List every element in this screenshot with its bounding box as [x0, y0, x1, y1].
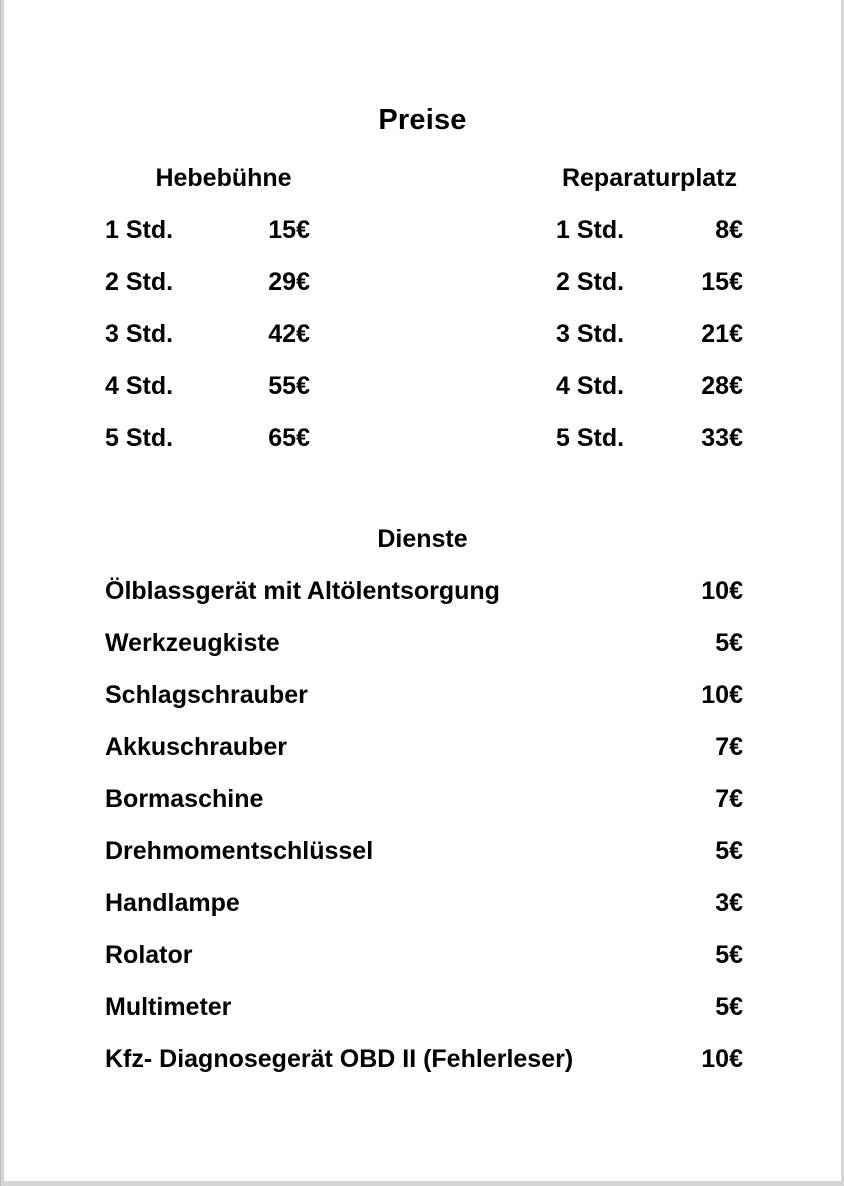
service-row: [105, 669, 743, 721]
service-label: Rolator: [105, 940, 193, 969]
service-label: Multimeter: [105, 992, 232, 1021]
service-row: [105, 929, 743, 981]
service-price: 10€: [701, 680, 743, 709]
duration-cell: 2 Std.: [105, 267, 174, 296]
price-cell: 42€: [268, 319, 310, 348]
price-cell: 55€: [268, 371, 310, 400]
service-label: Kfz- Diagnosegerät OBD II (Fehlerleser): [105, 1044, 574, 1073]
reparaturplatz-header: Reparaturplatz: [561, 163, 738, 192]
page-title: Preise: [378, 104, 467, 136]
service-row: [105, 773, 743, 825]
duration-cell: 3 Std.: [105, 319, 174, 348]
service-price: 7€: [715, 732, 743, 761]
duration-cell: 3 Std.: [556, 319, 625, 348]
service-price: 5€: [715, 836, 743, 865]
service-label: Schlagschrauber: [105, 680, 308, 709]
table-row: [556, 204, 743, 256]
document-page: [4, 0, 841, 1181]
service-label: Werkzeugkiste: [105, 628, 280, 657]
table-row: [105, 204, 310, 256]
service-row: [105, 877, 743, 929]
table-row: [556, 360, 743, 412]
price-cell: 15€: [268, 215, 310, 244]
price-cell: 8€: [715, 215, 743, 244]
table-row: [105, 256, 310, 308]
reparaturplatz-table: [556, 152, 743, 464]
service-label: Handlampe: [105, 888, 240, 917]
table-row: [105, 412, 310, 464]
duration-cell: 1 Std.: [105, 215, 174, 244]
price-cell: 28€: [701, 371, 743, 400]
duration-cell: 5 Std.: [556, 423, 625, 452]
service-row: [105, 825, 743, 877]
page-edge-shadow: [0, 0, 1, 1186]
service-row: [105, 565, 743, 617]
service-price: 5€: [715, 628, 743, 657]
service-price: 10€: [701, 576, 743, 605]
service-label: Akkuschrauber: [105, 732, 288, 761]
services-header: Dienste: [377, 524, 468, 553]
services-section: [4, 565, 841, 1085]
service-row: [105, 617, 743, 669]
table-row: [105, 360, 310, 412]
table-row: [556, 412, 743, 464]
price-cell: 21€: [701, 319, 743, 348]
price-cell: 29€: [268, 267, 310, 296]
table-row: [556, 256, 743, 308]
service-price: 5€: [715, 992, 743, 1021]
service-label: Bormaschine: [105, 784, 264, 813]
service-label: Drehmomentschlüssel: [105, 836, 374, 865]
service-label: Ölblassgerät mit Altölentsorgung: [105, 576, 500, 605]
service-row: [105, 721, 743, 773]
table-row: [556, 308, 743, 360]
service-price: 10€: [701, 1044, 743, 1073]
duration-cell: 4 Std.: [556, 371, 625, 400]
hebebuehne-header: Hebebühne: [155, 163, 292, 192]
duration-cell: 2 Std.: [556, 267, 625, 296]
service-price: 5€: [715, 940, 743, 969]
hebebuehne-table: [105, 152, 310, 464]
duration-cell: 1 Std.: [556, 215, 625, 244]
price-cell: 33€: [701, 423, 743, 452]
price-cell: 15€: [701, 267, 743, 296]
duration-cell: 5 Std.: [105, 423, 174, 452]
service-price: 3€: [715, 888, 743, 917]
duration-cell: 4 Std.: [105, 371, 174, 400]
service-row: [105, 1033, 743, 1085]
service-price: 7€: [715, 784, 743, 813]
rental-price-columns: [4, 152, 841, 464]
price-cell: 65€: [268, 423, 310, 452]
table-row: [105, 308, 310, 360]
service-row: [105, 981, 743, 1033]
